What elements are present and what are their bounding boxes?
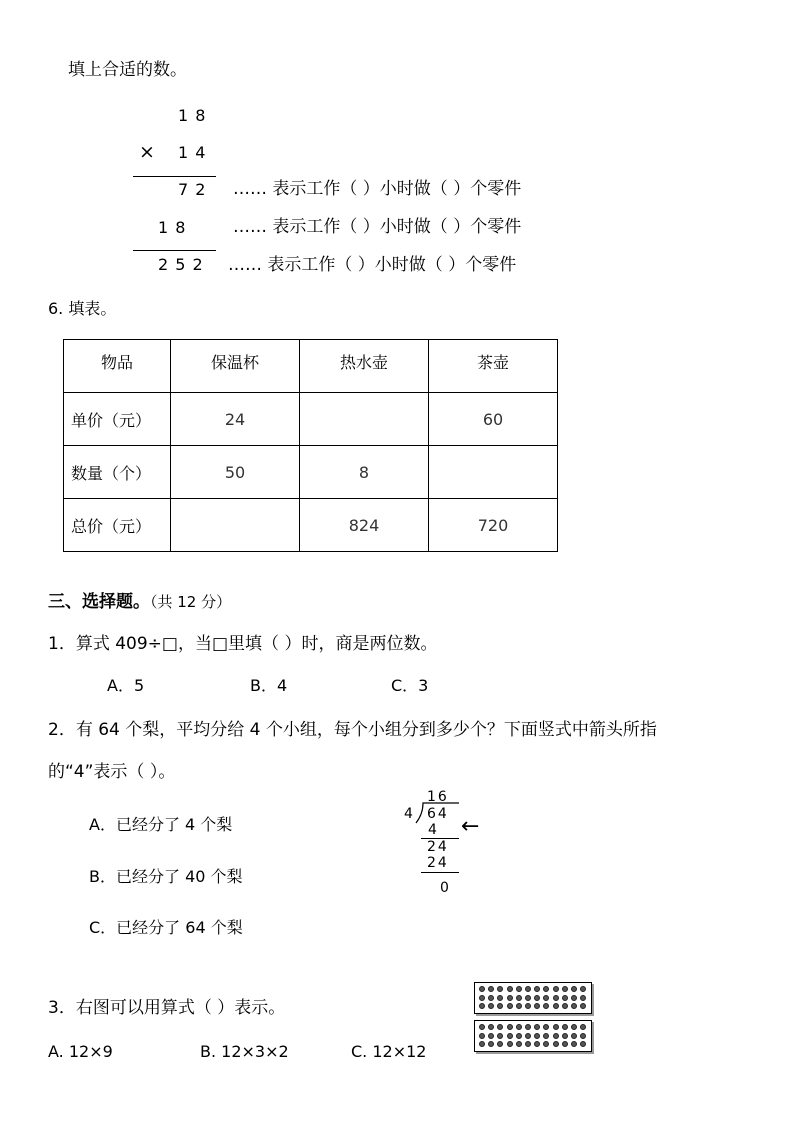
row-label-quantity: 数量（个） xyxy=(64,446,171,499)
table-cell: 24 xyxy=(171,393,300,446)
dot xyxy=(479,1024,485,1030)
dot xyxy=(525,1033,531,1039)
table-header-cell: 热水壶 xyxy=(300,340,429,393)
choice-q1-option-a: A．5 xyxy=(107,676,145,695)
choice-q2-option-a: A．已经分了 4 个梨 xyxy=(89,815,233,834)
table-cell: 720 xyxy=(429,499,558,552)
choice-q1-option-b: B．4 xyxy=(250,676,288,695)
q5-instruction: 填上合适的数。 xyxy=(68,60,187,80)
division-line-2 xyxy=(421,872,459,873)
dot xyxy=(543,1041,549,1047)
choice-q2-option-b: B．已经分了 40 个梨 xyxy=(89,867,243,886)
dot xyxy=(580,1033,586,1039)
dot xyxy=(497,986,503,992)
dot xyxy=(507,1033,513,1039)
product-result: 2 5 2 xyxy=(158,255,204,274)
division-divisor: 4 xyxy=(404,806,415,822)
dot xyxy=(488,1033,494,1039)
choice-q2-text-line2: 的“4”表示（ ）。 xyxy=(48,762,176,782)
dot xyxy=(553,995,559,1001)
dot xyxy=(543,995,549,1001)
fill-line-3: …… 表示工作（ ）小时做（ ）个零件 xyxy=(228,255,517,275)
fill-line-2: …… 表示工作（ ）小时做（ ）个零件 xyxy=(233,217,522,237)
dot xyxy=(562,1033,568,1039)
dot-array-box-bottom xyxy=(474,1020,592,1052)
dot xyxy=(534,1033,540,1039)
dot xyxy=(516,1041,522,1047)
table-cell: 60 xyxy=(429,393,558,446)
dot xyxy=(534,986,540,992)
price-table xyxy=(63,339,558,552)
dot xyxy=(507,986,513,992)
dot xyxy=(497,1003,503,1009)
dot xyxy=(525,995,531,1001)
dot xyxy=(553,1033,559,1039)
dot xyxy=(534,1041,540,1047)
dot xyxy=(562,995,568,1001)
dot xyxy=(534,995,540,1001)
table-row xyxy=(64,393,558,446)
choice-q3-option-a: A. 12×9 xyxy=(48,1042,113,1061)
row-label-unit-price: 单价（元） xyxy=(64,393,171,446)
division-dividend: 64 xyxy=(427,806,449,822)
dot xyxy=(562,1041,568,1047)
dot xyxy=(553,986,559,992)
table-cell: 824 xyxy=(300,499,429,552)
division-quotient: 16 xyxy=(427,789,449,805)
dot xyxy=(571,1041,577,1047)
dot xyxy=(562,1024,568,1030)
table-cell xyxy=(429,446,558,499)
choice-q3-option-b: B. 12×3×2 xyxy=(200,1042,289,1061)
row-label-total-price: 总价（元） xyxy=(64,499,171,552)
dot xyxy=(571,1033,577,1039)
dot xyxy=(488,986,494,992)
dot xyxy=(497,1041,503,1047)
product-line-1 xyxy=(133,176,216,177)
choice-q2-text-line1: 2．有 64 个梨，平均分给 4 个小组，每个小组分到多少个？下面竖式中箭头所指 xyxy=(48,720,657,740)
product-line-2 xyxy=(133,250,216,251)
dot xyxy=(507,1003,513,1009)
dot xyxy=(516,1003,522,1009)
dot xyxy=(497,1024,503,1030)
dot xyxy=(525,986,531,992)
dot xyxy=(516,986,522,992)
dot xyxy=(571,1024,577,1030)
dot xyxy=(479,1003,485,1009)
dot xyxy=(580,1041,586,1047)
dot xyxy=(516,1033,522,1039)
dot xyxy=(479,995,485,1001)
dot xyxy=(571,995,577,1001)
q6-title: 6. 填表。 xyxy=(48,299,117,318)
dot xyxy=(525,1041,531,1047)
dot xyxy=(553,1003,559,1009)
dot xyxy=(543,1003,549,1009)
dot xyxy=(479,1041,485,1047)
dot xyxy=(525,1024,531,1030)
dot xyxy=(571,986,577,992)
dot xyxy=(488,1041,494,1047)
table-header-cell: 茶壶 xyxy=(429,340,558,393)
choice-q3-option-c: C. 12×12 xyxy=(351,1042,427,1061)
dot xyxy=(534,1003,540,1009)
times-sign: × xyxy=(139,141,155,163)
division-step-2: 24 xyxy=(427,855,449,871)
partial-product-1: 7 2 xyxy=(178,180,207,199)
dot xyxy=(543,986,549,992)
dot xyxy=(507,1024,513,1030)
dot xyxy=(497,1033,503,1039)
dot xyxy=(534,1024,540,1030)
dot xyxy=(580,1003,586,1009)
fill-line-1: …… 表示工作（ ）小时做（ ）个零件 xyxy=(233,179,522,199)
division-final: 0 xyxy=(440,880,451,896)
division-remainder-1: 24 xyxy=(427,839,449,855)
dot xyxy=(507,995,513,1001)
dot xyxy=(553,1024,559,1030)
dot xyxy=(497,995,503,1001)
dot xyxy=(571,1003,577,1009)
dot xyxy=(553,1041,559,1047)
table-cell xyxy=(300,393,429,446)
table-header-cell: 保温杯 xyxy=(171,340,300,393)
dot xyxy=(516,1024,522,1030)
section-heading xyxy=(48,591,231,613)
table-cell: 50 xyxy=(171,446,300,499)
dot xyxy=(525,1003,531,1009)
choice-q2-option-c: C．已经分了 64 个梨 xyxy=(89,918,243,937)
dot xyxy=(543,1024,549,1030)
multiplier: 1 4 xyxy=(178,143,207,162)
dot xyxy=(516,995,522,1001)
choice-q1-option-c: C．3 xyxy=(391,676,429,695)
dot xyxy=(488,995,494,1001)
section-title: 三、选择题。 xyxy=(48,592,150,612)
choice-q1-text: 1．算式 409÷□，当□里填（ ）时，商是两位数。 xyxy=(48,634,438,654)
table-cell xyxy=(171,499,300,552)
dot xyxy=(488,1003,494,1009)
dot xyxy=(543,1033,549,1039)
table-cell: 8 xyxy=(300,446,429,499)
dot xyxy=(562,1003,568,1009)
dot xyxy=(562,986,568,992)
dot-array-box-top xyxy=(474,982,592,1014)
dot xyxy=(580,995,586,1001)
multiplicand: 1 8 xyxy=(178,106,207,125)
division-step-1: 4 xyxy=(428,822,439,838)
dot xyxy=(488,1024,494,1030)
dot xyxy=(479,986,485,992)
dot xyxy=(507,1041,513,1047)
section-score: （共 12 分） xyxy=(150,593,232,611)
table-row xyxy=(64,499,558,552)
table-header-cell: 物品 xyxy=(64,340,171,393)
choice-q3-text: 3．右图可以用算式（ ）表示。 xyxy=(48,998,286,1018)
dot xyxy=(580,986,586,992)
dot xyxy=(580,1024,586,1030)
arrow-left-icon: ← xyxy=(461,814,480,839)
partial-product-2: 1 8 xyxy=(158,218,187,237)
table-row xyxy=(64,446,558,499)
dot xyxy=(479,1033,485,1039)
table-header-row xyxy=(64,340,558,393)
